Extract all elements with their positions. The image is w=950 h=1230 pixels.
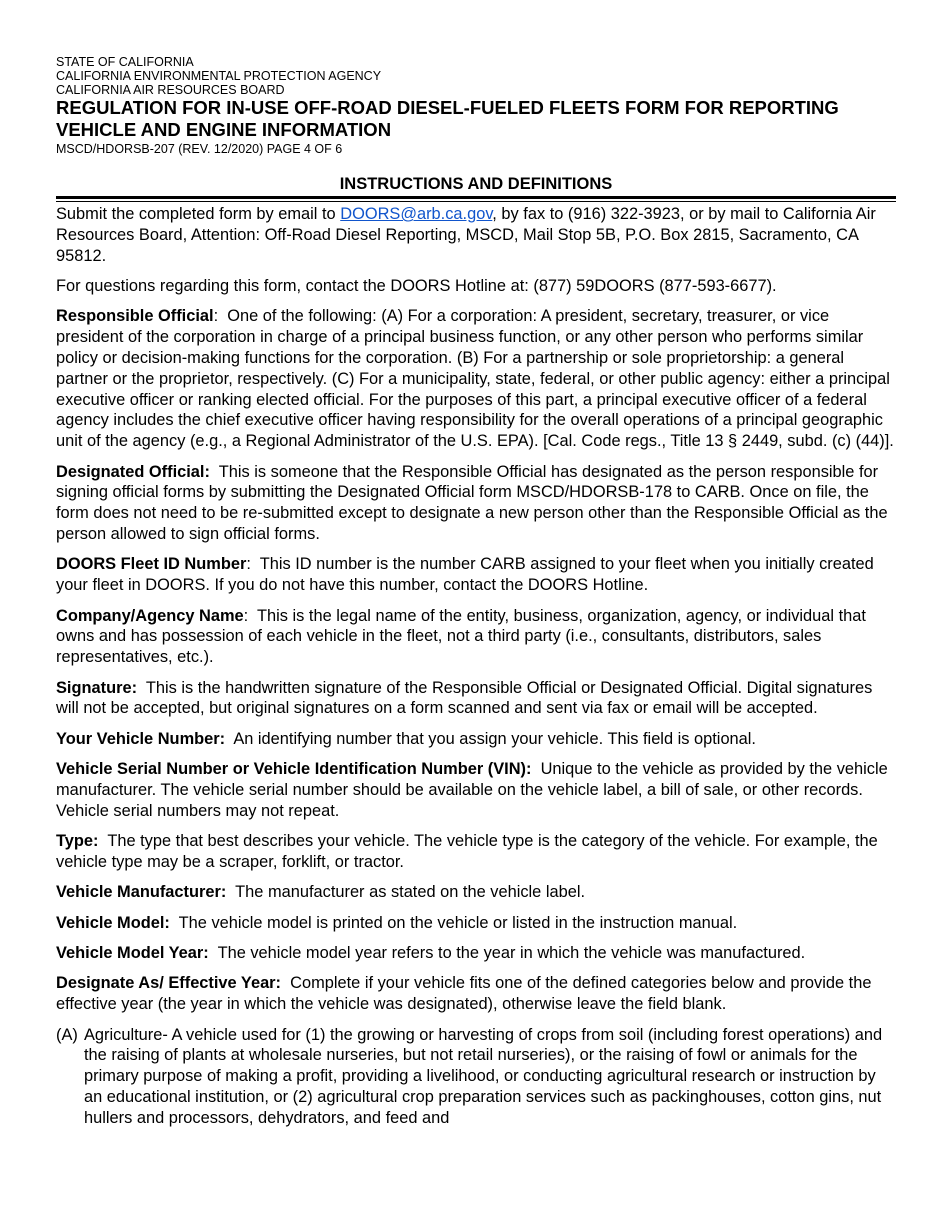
section-rule-thin: [56, 201, 896, 202]
form-title: REGULATION FOR IN-USE OFF-ROAD DIESEL-FUELED FLEETS FORM FOR REPORTING VEHICLE AND ENGINE INFORMATION: [56, 97, 839, 140]
definition-text: This ID number is the number CARB assigned to your fleet when you initially created your fleet in DOORS. If you do not have this number, contact the DOORS Hotline.: [56, 555, 874, 595]
definition-text: An identifying number that you assign your vehicle. This field is optional.: [233, 729, 756, 748]
definition-responsible-official: Responsible Official: One of the following: (A) For a corporation: A president, secretary, treasurer, or vice president of the corporation in charge of a principal business function, or any other person who performs similar policy or decision-making functions for the corporation. (B) For a partnership or sole proprietorship: a general partner or the proprietor, respectively. (C) For a municipality, state, federal, or other public agency: either a principal executive officer or ranking elected official. For the purposes of this part, a principal executive officer of a federal agency includes the chief executive officer having responsibility for the overall operations of a principal geographic unit of the agency (e.g., a Regional Administrator of the U.S. EPA). [Cal. Code regs., Title 13 § 2449, subd. (c) (44)].: [56, 307, 894, 451]
definition-term: Vehicle Serial Number or Vehicle Identification Number (VIN):: [56, 760, 532, 779]
definition-term: Vehicle Manufacturer:: [56, 883, 227, 902]
definition-vin: [56, 759, 896, 821]
definition-text: The vehicle model year refers to the year in which the vehicle was manufactured.: [217, 944, 806, 963]
agency-line-carb: CALIFORNIA AIR RESOURCES BOARD: [56, 83, 285, 97]
agency-line-calepa: CALIFORNIA ENVIRONMENTAL PROTECTION AGENCY: [56, 69, 382, 83]
section-rule-thick: [56, 196, 896, 199]
definition-text: This is someone that the Responsible Official has designated as the person responsible for signing official forms by submitting the Designated Official form MSCD/HDORSB-178 to CARB. Once on file, the form does not need to be re-submitted except to designate a new person other than the Responsible Official as the person allowed to sign official forms.: [56, 462, 888, 543]
definition-text: This is the handwritten signature of the Responsible Official or Designated Official. Digital signatures will not be accepted, but original signatures on a form scanned and sent via fax or email will be accepted.: [56, 678, 873, 718]
section-title: INSTRUCTIONS AND DEFINITIONS: [339, 175, 613, 193]
category-label: (A): [56, 1025, 78, 1044]
definition-text: Unique to the vehicle as provided by the vehicle manufacturer. The vehicle serial number should be available on the vehicle label, a bill of sale, or other records. Vehicle serial numbers may not repeat.: [56, 760, 888, 820]
definition-term: Signature:: [56, 678, 138, 697]
definition-text: One of the following: (A) For a corporation: A president, secretary, treasurer, or vice president of the corporation in charge of a principal business function, or any other person who performs similar policy or decision-making functions for the corporation. (B) For a partnership or sole proprietorship: a general partner or the proprietor, respectively. (C) For a municipality, state, federal, or other public agency: either a principal executive officer or ranking elected official. For the purposes of this part, a principal executive officer of a federal agency includes the chief executive officer having responsibility for the overall operations of a principal geographic unit of the agency (e.g., a Regional Administrator of the U.S. EPA). [Cal. Code regs., Title 13 § 2449, subd. (c) (44)].: [56, 307, 894, 451]
agency-line-state: STATE OF CALIFORNIA: [56, 55, 194, 69]
submit-text-before: Submit the completed form by email to: [56, 205, 341, 223]
questions-paragraph: For questions regarding this form, contact the DOORS Hotline at: (877) 59DOORS (877-593-6677).: [56, 276, 777, 295]
definition-term: Designate As/ Effective Year:: [56, 974, 282, 993]
definition-term: Responsible Official: [56, 307, 214, 326]
definition-manufacturer: [56, 882, 896, 903]
definition-text: Complete if your vehicle fits one of the defined categories below and provide the effective year (the year in which the vehicle was designated), otherwise leave the field blank.: [56, 974, 872, 1014]
definition-vehicle-number: [56, 729, 896, 750]
definition-text: The manufacturer as stated on the vehicle label.: [235, 883, 586, 902]
submit-paragraph: [56, 204, 896, 266]
definition-text: This is the legal name of the entity, business, organization, agency, or individual that owns and has possession of each vehicle in the fleet, not a third party (i.e., consultants, distributors, sales representatives, etc.).: [56, 606, 866, 667]
definition-company-name: Company/Agency Name: This is the legal name of the entity, business, organization, agency, or individual that owns and has possession of each vehicle in the fleet, not a third party (i.e., consultants, distributors, sales representatives, etc.).: [56, 606, 866, 667]
form-number: MSCD/HDORSB-207 (REV. 12/2020) PAGE 4 OF 6: [56, 142, 343, 156]
definition-term: Company/Agency Name: [56, 606, 244, 625]
definition-term: DOORS Fleet ID Number: [56, 555, 247, 574]
definition-text: The vehicle model is printed on the vehicle or listed in the instruction manual.: [178, 913, 738, 932]
definition-term: Type:: [56, 832, 99, 851]
definition-term: Your Vehicle Number:: [56, 729, 226, 748]
email-link[interactable]: DOORS@arb.ca.gov: [340, 205, 493, 223]
definition-model: [56, 913, 896, 934]
submit-text-after: , by fax to (916) 322-3923, or by mail to California Air Resources Board, Attention: Off-Road Diesel Reporting, MSCD, Mail Stop 5B, P.O. Box 2815, Sacramento, CA 95812.: [56, 205, 876, 265]
instructions-body: [56, 204, 896, 1129]
definition-text: The type that best describes your vehicle. The vehicle type is the category of the vehicle. For example, the vehicle type may be a scraper, forklift, or tractor.: [56, 832, 878, 871]
definition-type: [56, 831, 896, 873]
definition-model-year: [56, 943, 896, 964]
definition-fleet-id: DOORS Fleet ID Number: This ID number is the number CARB assigned to your fleet when you initially created your fleet in DOORS. If you do not have this number, contact the DOORS Hotline.: [56, 555, 874, 595]
category-text: Agriculture- A vehicle used for (1) the growing or harvesting of crops from soil (including forest operations) and the raising of plants at wholesale nurseries, but not retail nurseries), or the raising of fowl or animals for the primary purpose of making a profit, providing a livelihood, or conducting agricultural research or instruction by an educational institution, or (2) agricultural crop preparation services such as packinghouses, cotton gins, nut hullers and processors, dehydrators, and feed and: [84, 1025, 883, 1127]
definition-term: Vehicle Model:: [56, 913, 170, 932]
definition-designated-official: [56, 462, 896, 545]
category-agriculture: [56, 1025, 896, 1129]
definition-term: Designated Official:: [56, 462, 210, 481]
definition-designate-as: [56, 973, 896, 1015]
definition-signature: [56, 678, 896, 720]
definition-term: Vehicle Model Year:: [56, 944, 209, 963]
